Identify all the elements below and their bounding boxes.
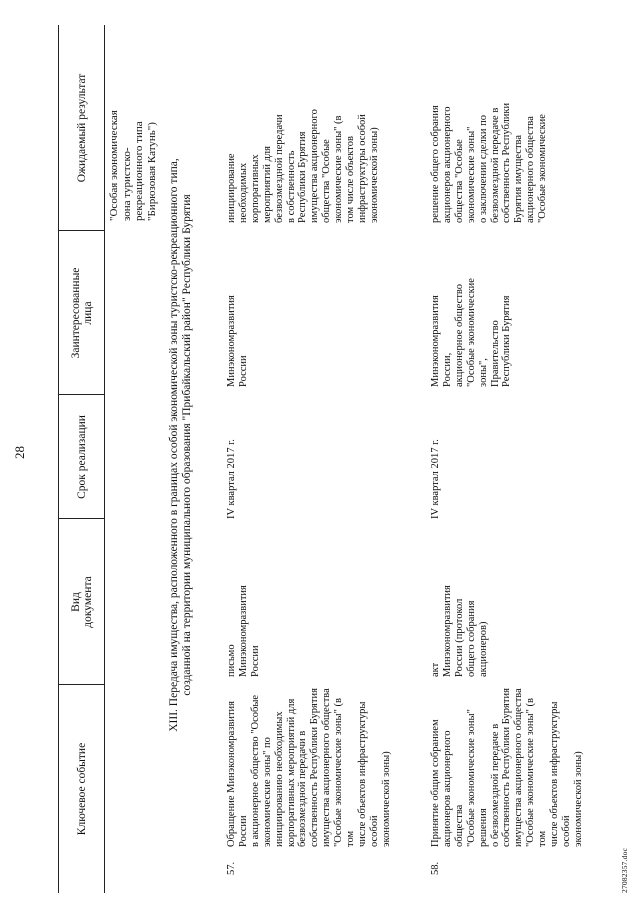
header-event: Ключевое событие: [76, 742, 88, 836]
row-event: Принятие общим собранием акционеров акционерного общества "Особые экономические зоны" решения о безвозмездной передаче в собственность Республики Бурятия имущества акционерного общества "Особые экономические зоны" (в том числе объектов инфраструктуры особой экономической зоны): [430, 688, 584, 847]
row-doc-type: письмо Минэкономразвития России: [226, 585, 261, 677]
row-event: Обращение Минэкономразвития России в акционерное общество "Особые экономические зоны" по инициированию необходимых корпоративных мероприятий для безвозмездной передачи в собственность Республики Бурятия имущества акционерного общества "Особые экономические зоны" (в том числе объектов инфраструктуры особой экономической зоны): [226, 688, 392, 847]
header-bottom-border: [104, 25, 105, 893]
row-parties: Минэкономразвития России: [226, 295, 249, 387]
continuation-result: "Особая экономическая зона туристско- рекреационного типа "Бирюзовая Катунь"): [108, 110, 158, 221]
row-parties: Минэкономразвития России, акционерное общество "Особые экономические зоны", Правительство Республики Бурятия: [430, 278, 513, 387]
header-doc-type: Вид документа: [70, 576, 94, 628]
section-title: XIII. Передача имущества, расположенного в границах особой экономической зоны туристско-рекреационного типа, созданной на территории муниципального образования "Прибайкальский район" Республики Бурятия: [168, 158, 193, 732]
row-doc-type: акт Минэкономразвития России (протокол общего собрания акционеров): [430, 585, 489, 677]
row-number: 58.: [430, 861, 441, 875]
header-deadline: Срок реализации: [76, 415, 88, 499]
row-deadline: IV квартал 2017 г.: [430, 439, 441, 519]
header-result: Ожидаемый результат: [76, 73, 88, 183]
row-result: инициирование необходимых корпоративных мероприятий для безвозмездной передачи в собственность Республики Бурятия имущества акционерного общества "Особые экономические зоны" (в том числе объектов инфраструктуры особой экономической зоны): [226, 109, 380, 223]
header-parties: Заинтересованные лица: [70, 267, 94, 359]
row-number: 57.: [226, 861, 237, 875]
page-number: 28: [12, 446, 27, 459]
row-result: решение общего собрания акционеров акционерного общества "Особые экономические зоны" о заключении сделки по безвозмездной передаче в собственность Республики Бурятия имущества акционерного общества "Особые экономические: [430, 102, 549, 223]
document-id: 27082357.doc: [620, 847, 629, 893]
table-top-border: [58, 25, 59, 893]
row-deadline: IV квартал 2017 г.: [226, 439, 237, 519]
